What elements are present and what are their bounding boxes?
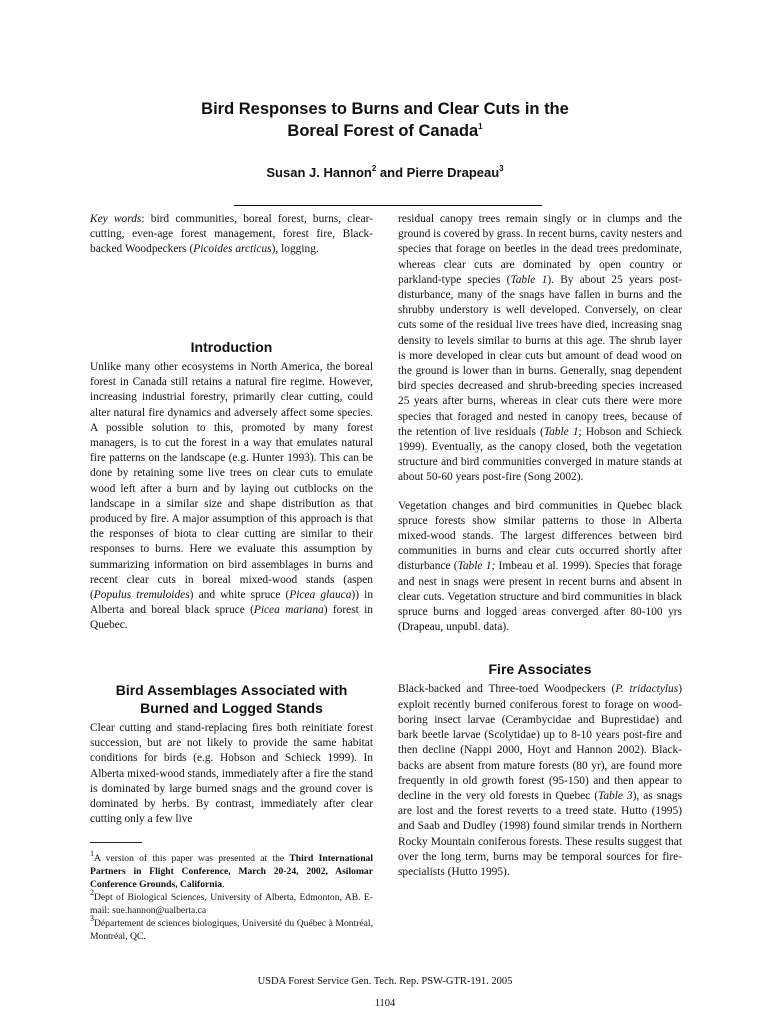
author-2: Pierre Drapeau: [406, 165, 500, 180]
right-text-4: Vegetation changes and bird communities in Quebec black spruce forests show similar patterns to those in Alberta mixed-wood stands. The largest differences between bird communities in burns and clear cuts occurred shortly after disturbance (: [398, 499, 682, 573]
author-1-mark: 2: [371, 163, 377, 173]
burn-cut-paragraph: [398, 212, 682, 486]
right-text-8: ), as snags are lost and the forest reverts to a treed state. Hutto (1995) and Saab and Dudley (1998) found similar trends in Northern Rocky Mountain coniferous forests. These results suggest that over the long term, burns may be temporal sources for fire-specialists (Hutto 1995).: [398, 789, 683, 878]
footnotes: [90, 848, 373, 943]
fire-associates-paragraph: [398, 682, 682, 880]
assemblages-paragraph: Clear cutting and stand-replacing fires both reinitiate forest succession, but are not likely to provide the same habitat conditions for birds (e.g. Hobson and Schieck 1999). In Alberta mixed-wood stands, immediately after a fire the stand is dominated by large burned snags and the ground cover is dominated by herbs. By contrast, immediately after clear cutting only a few live: [90, 722, 373, 826]
author-1: Susan J. Hannon: [266, 165, 372, 180]
table-ref-3: Table 1;: [457, 560, 496, 573]
title-line-1: Bird Responses to Burns and Clear Cuts in the: [201, 100, 569, 118]
fire-associates-heading: Fire Associates: [488, 661, 592, 678]
author-2-mark: 3: [499, 163, 504, 173]
quebec-paragraph: [398, 499, 682, 636]
title-footnote-mark: 1: [478, 121, 483, 131]
intro-species-3: Picea mariana: [253, 604, 324, 617]
author-conjunction: and: [379, 165, 404, 180]
right-text-6: Black-backed and Three-toed Woodpeckers (: [398, 683, 616, 696]
keywords-species: Picoides arcticus: [193, 243, 272, 256]
assemblages-heading: [90, 681, 373, 717]
report-footer: USDA Forest Service Gen. Tech. Rep. PSW-GTR-191. 2005: [257, 976, 513, 987]
assemblages-heading-line-2: Burned and Logged Stands: [140, 700, 323, 716]
right-text-2: ). By about 25 years post-disturbance, many of the snags have fallen in burns and the shrubby understory is well developed. Conversely, on clear cuts some of the residual live trees have died, increasing snag density to levels similar to burns at this age. The shrub layer is more developed in clear cuts but amount of dead wood on the ground is lower than in burns. Generally, snag dependent bird species decreased and shrub-breeding species increased 25 years after burns, whereas in clear cuts there were more species that foraged and nested in canopy trees, because of the retention of live residuals (: [398, 273, 683, 438]
footnote-1-text: A version of this paper was presented at the: [94, 853, 290, 864]
footnote-2-number: 2: [90, 887, 94, 897]
assemblages-heading-line-1: Bird Assemblages Associated with: [115, 682, 348, 698]
intro-species-2: Picea glauca: [289, 589, 352, 602]
keywords-block: [90, 212, 373, 258]
intro-text-1: Unlike many other ecosystems in North America, the boreal forest in Canada still retains a natural fire regime. However, increasing industrial forestry, primarily clear cutting, could alter natural fire dynamics and adversely affect some species. A possible solution to this, promoted by many forest managers, is to cut the forest in a way that emulates natural fire patterns on the landscape (e.g. Hunter 1993). This can be done by retaining some live trees on clear cuts to emulate wood left after a burn and by laying out cutblocks on the landscape in a similar size and shape distribution as that produced by fire. A major assumption of this approach is that the responses of biota to clear cutting are similar to their responses to burns. Here we evaluate this assumption by summarizing information on bird assemblages in burns and recent clear cuts in boreal mixed-wood stands (aspen (: [90, 361, 373, 602]
footnote-1: [90, 848, 373, 891]
footnote-3-number: 3: [90, 913, 94, 923]
footnote-1-number: 1: [90, 848, 94, 858]
right-text-7: ) exploit recently burned coniferous forest to forage on wood-boring insect larvae (Cerambycidae and Buprestidae) and bark beetle larvae (Scolytidae) up to 8-10 years post-fire and then decline (Nappi 2000, Hoyt and Hannon 2002). Black-backs are absent from mature forests (80 yr), are found more frequently in old growth forest (95-150) and then appear to decline in the very old forests in Quebec (: [398, 683, 682, 802]
author-line: [0, 165, 770, 180]
intro-text-2: ) and white spruce (: [189, 589, 290, 602]
keywords-text: : bird communities, boreal forest, burns, clear-cutting, even-age forest management, forest fire, Black-backed Woodpeckers (: [90, 213, 373, 256]
right-text-3: ; Hobson and Schieck 1999). Eventually, as the canopy closed, both the vegetation structure and bird communities converged in mature stands at about 50-60 years post-fire (Song 2002).: [398, 425, 682, 484]
right-text-5: Imbeau et al. 1999). Species that forage and nest in snags were present in recent burns and absent in clear cuts. Vegetation structure and bird communities in black spruce burns and logged areas converged after 80-100 yrs (Drapeau, unpubl. data).: [398, 560, 682, 634]
keywords-label: Key words: [90, 213, 142, 225]
paper-title: [0, 98, 770, 142]
footnote-rule: [90, 842, 142, 843]
page-number: 1104: [374, 998, 396, 1009]
footnote-3-text: Département de sciences biologiques, Université du Québec à Montréal, Montréal, QC.: [90, 918, 373, 942]
right-column: [398, 212, 682, 880]
footnote-1-bold: Third International Partners in Flight Conference, March 20-24, 2002, Asilomar Conference Grounds, California: [90, 853, 373, 890]
right-text-1: residual canopy trees remain singly or in clumps and the ground is covered by grass. In recent burns, cavity nesters and species that forage on beetles in the dead trees predominate, whereas clear cuts are dominated by open country or parkland-type species (: [398, 213, 682, 286]
intro-text-4: ) forest in Quebec.: [90, 604, 373, 632]
introduction-section: [90, 338, 373, 634]
title-rule: [234, 205, 542, 206]
intro-species-1: Populus tremuloides: [93, 589, 190, 602]
introduction-paragraph: [90, 360, 373, 634]
introduction-heading: Introduction: [190, 339, 273, 355]
table-ref-2: Table 1: [543, 425, 579, 438]
table-ref-1: Table 1: [510, 273, 548, 286]
footnote-1-end: .: [222, 879, 225, 890]
assemblages-section: [90, 681, 373, 827]
title-line-2: Boreal Forest of Canada: [287, 122, 479, 140]
footnote-2-text: Dept of Biological Sciences, University of Alberta, Edmonton, AB. E-mail: sue.hannon@ualberta.ca: [90, 892, 373, 916]
right-species: P. tridactylus: [615, 683, 679, 696]
intro-text-3: )) in Alberta and boreal black spruce (: [90, 589, 374, 617]
table-ref-4: Table 3: [598, 789, 633, 802]
keywords-end: ), logging.: [271, 243, 319, 256]
footnote-3: [90, 913, 373, 943]
footnote-2: [90, 887, 373, 917]
